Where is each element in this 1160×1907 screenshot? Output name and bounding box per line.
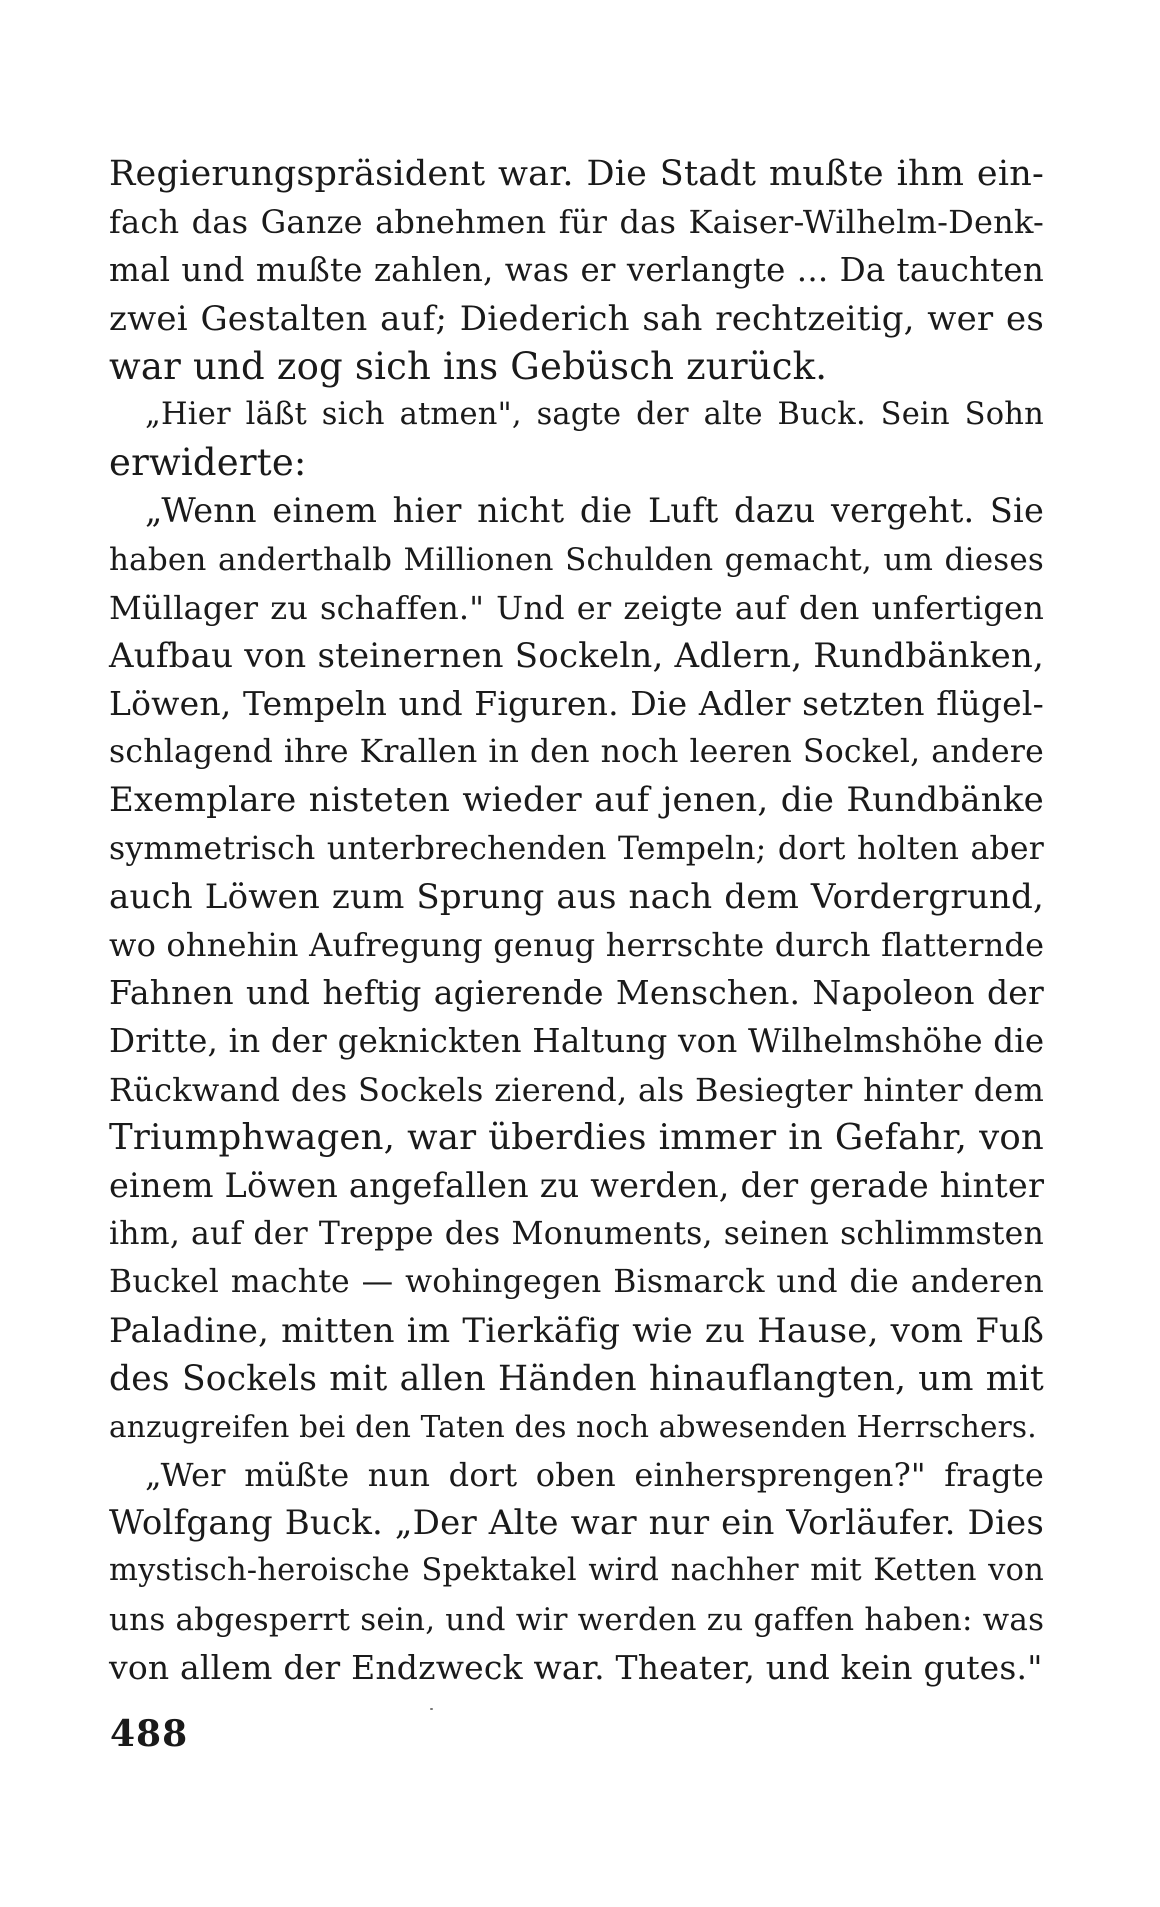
text-line: schlagend ihre Krallen in den noch leeren Sockel, andere — [109, 734, 1044, 771]
text-line: Löwen, Tempeln und Figuren. Die Adler setzten flügel- — [109, 684, 1044, 724]
text-line: zwei Gestalten auf; Diederich sah rechtzeitig, wer es — [109, 298, 1044, 339]
text-line: „Hier läßt sich atmen", sagte der alte Buck. Sein Sohn — [145, 396, 1044, 432]
text-line: Rückwand des Sockels zierend, als Besiegter hinter dem — [109, 1070, 1044, 1109]
text-line: einem Löwen angefallen zu werden, der gerade hinter — [109, 1165, 1045, 1205]
body-text — [109, 150, 1044, 1692]
text-line: „Wenn einem hier nicht die Luft dazu vergeht. Sie — [145, 491, 1044, 531]
text-line: von allem der Endzweck war. Theater, und kein gutes." — [109, 1647, 1043, 1687]
text-line: Müllager zu schaffen." Und er zeigte auf den unfertigen — [109, 588, 1044, 627]
page-number: 488 — [110, 1713, 189, 1755]
text-line: Paladine, mitten im Tierkäfig wie zu Hause, vom Fuß — [109, 1310, 1044, 1351]
text-line: ihm, auf der Treppe des Monuments, seinen schlimmsten — [109, 1216, 1044, 1253]
text-line: Regierungspräsident war. Die Stadt mußte ihm ein- — [109, 154, 1044, 194]
text-line: auch Löwen zum Sprung aus nach dem Vordergrund, — [109, 876, 1044, 917]
text-line: „Wer müßte nun dort oben einhersprengen?" fragte — [145, 1456, 1044, 1495]
text-line: haben anderthalb Millionen Schulden gemacht, um dieses — [109, 541, 1044, 578]
print-speck — [430, 1708, 433, 1710]
text-line: anzugreifen bei den Taten des noch abwesenden Herrschers. — [109, 1409, 1037, 1444]
text-line: fach das Ganze abnehmen für das Kaiser-Wilhelm-Denk- — [109, 203, 1044, 242]
text-line: Aufbau von steinernen Sockeln, Adlern, Rundbänken, — [109, 635, 1044, 676]
text-line: Buckel machte — wohingegen Bismarck und die anderen — [109, 1264, 1044, 1301]
text-line: Fahnen und heftig agierende Menschen. Napoleon der — [109, 973, 1044, 1013]
text-line: Wolfgang Buck. „Der Alte war nur ein Vorläufer. Dies — [109, 1503, 1044, 1544]
text-line: erwiderte: — [109, 441, 307, 485]
text-line: mal und mußte zahlen, was er verlangte ... Da tauchten — [109, 251, 1044, 290]
text-line: Exemplare nisteten wieder auf jenen, die Rundbänke — [109, 780, 1044, 821]
text-line: symmetrisch unterbrechenden Tempeln; dort holten aber — [109, 830, 1044, 867]
text-line: Triumphwagen, war überdies immer in Gefahr, von — [109, 1116, 1044, 1158]
text-line: Dritte, in der geknickten Haltung von Wilhelmshöhe die — [109, 1022, 1045, 1061]
text-line: des Sockels mit allen Händen hinauflangten, um mit — [109, 1358, 1044, 1399]
text-line: uns abgesperrt sein, und wir werden zu gaffen haben: was — [109, 1601, 1045, 1638]
text-line: mystisch-heroische Spektakel wird nachher mit Ketten von — [109, 1553, 1044, 1589]
text-line: wo ohnehin Aufregung genug herrschte durch flatternde — [109, 926, 1045, 964]
text-line: war und zog sich ins Gebüsch zurück. — [109, 344, 828, 388]
